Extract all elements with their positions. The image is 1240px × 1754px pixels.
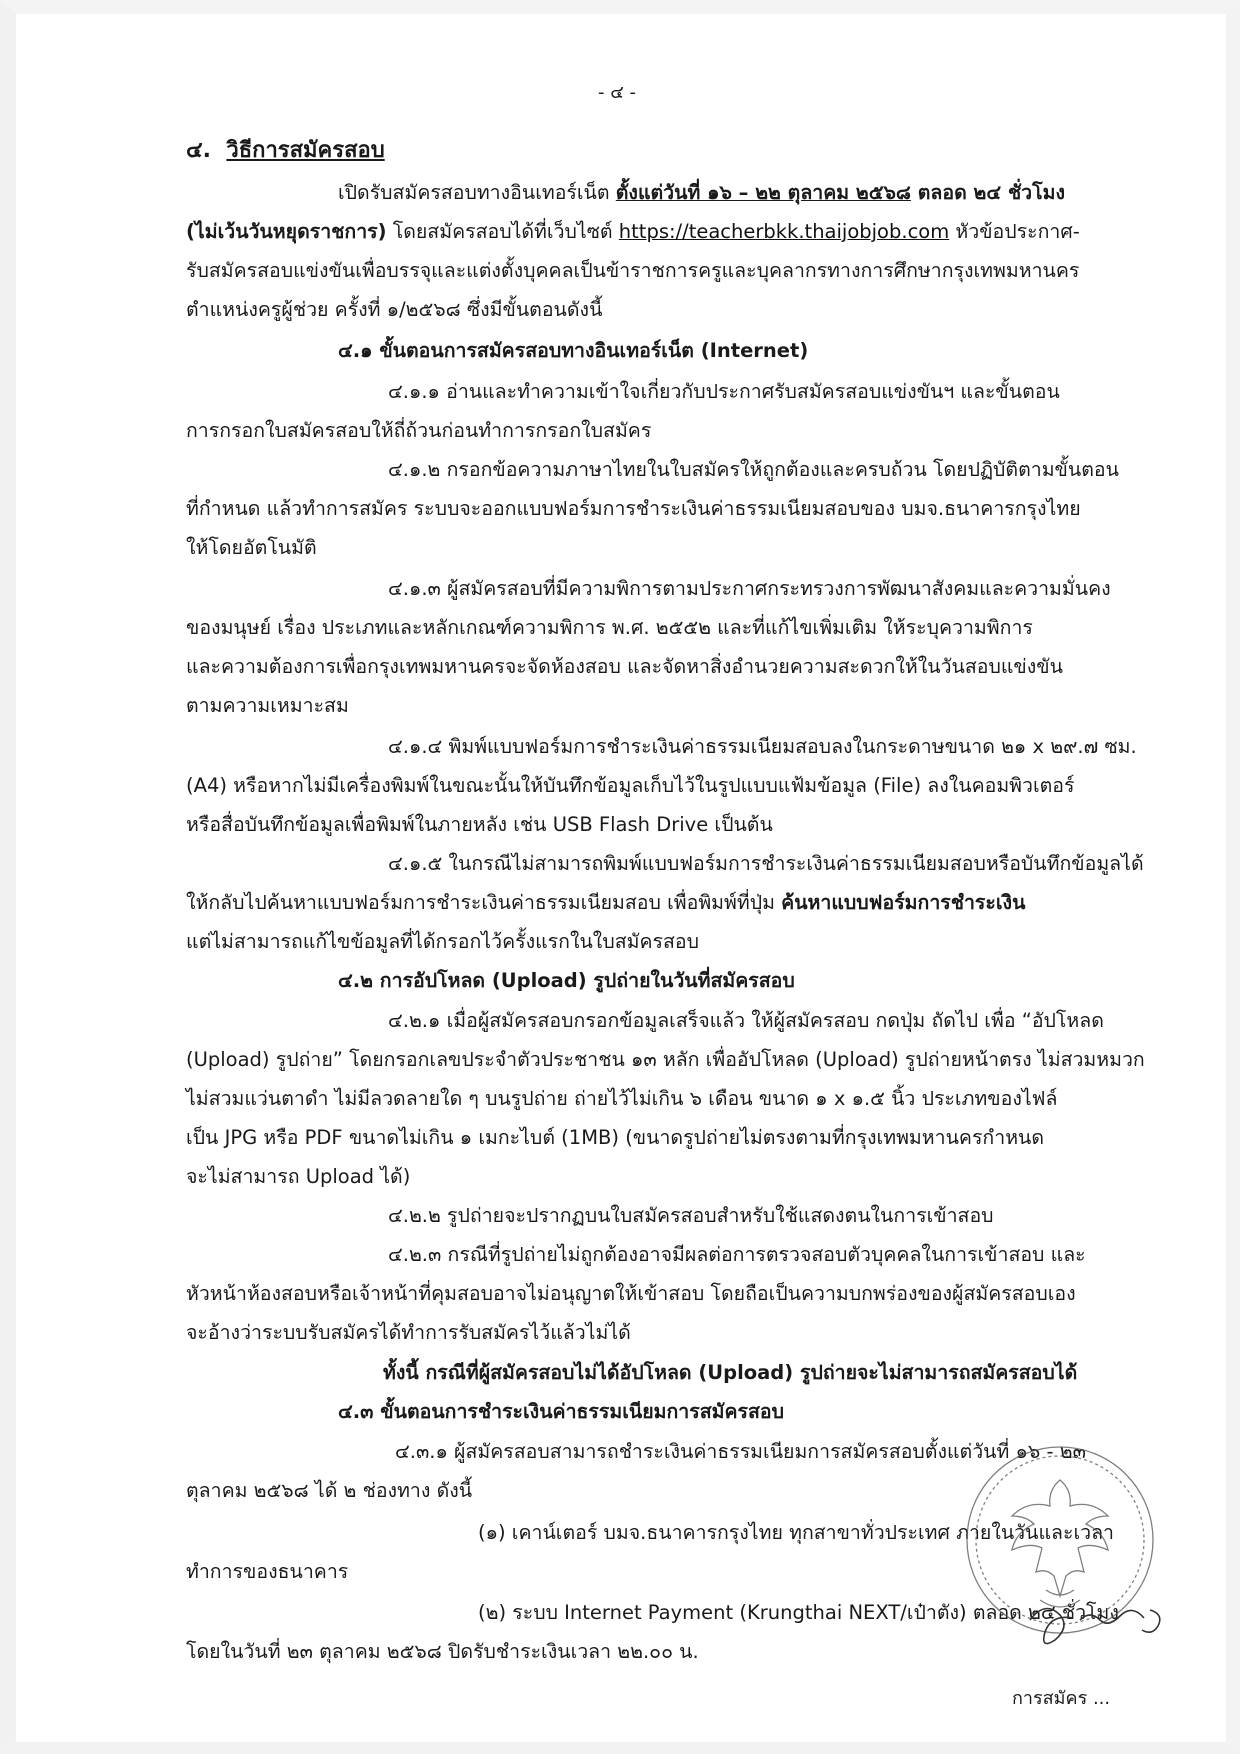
signature-icon — [1010, 1580, 1180, 1670]
search-form-button-label: ค้นหาแบบฟอร์มการชำระเงิน — [781, 891, 1026, 914]
item-4-1-5-text: ให้กลับไปค้นหาแบบฟอร์มการชำระเงินค่าธรรมเนียมสอบ เพื่อพิมพ์ที่ปุ่ม — [186, 891, 782, 914]
item-4-1-2-line: ๔.๑.๒ กรอกข้อความภาษาไทยในใบสมัครให้ถูกต้องและครบถ้วน โดยปฏิบัติตามขั้นตอน — [388, 458, 1119, 481]
item-4-2-3-line: หัวหน้าห้องสอบหรือเจ้าหน้าที่คุมสอบอาจไม่อนุญาตให้เข้าสอบ โดยถือเป็นความบกพร่องของผู้สมัครสอบเอง — [186, 1282, 1076, 1305]
item-4-1-4-line: (A4) หรือหากไม่มีเครื่องพิมพ์ในขณะนั้นให้บันทึกข้อมูลเก็บไว้ในรูปแบบแฟ้มข้อมูล (File) ลงในคอมพิวเตอร์ — [186, 774, 1075, 797]
item-4-1-3-line: ตามความเหมาะสม — [186, 694, 349, 717]
application-hours: ตลอด ๒๔ ชั่วโมง — [910, 181, 1065, 204]
section-heading — [186, 136, 385, 166]
item-4-1-3-line: และความต้องการเพื่อกรุงเทพมหานครจะจัดห้องสอบ และจัดหาสิ่งอำนวยความสะดวกให้ในวันสอบแข่งขัน — [186, 655, 1063, 678]
intro-line-2 — [186, 217, 1080, 247]
payment-channel-2-line: โดยในวันที่ ๒๓ ตุลาคม ๒๕๖๘ ปิดรับชำระเงินเวลา ๒๒.๐๐ น. — [186, 1640, 699, 1663]
item-4-1-3-line: ของมนุษย์ เรื่อง ประเภทและหลักเกณฑ์ความพิการ พ.ศ. ๒๕๕๒ และที่แก้ไขเพิ่มเติม ให้ระบุความพิการ — [186, 616, 1033, 639]
intro-line-4: ตำแหน่งครูผู้ช่วย ครั้งที่ ๑/๒๕๖๘ ซึ่งมีขั้นตอนดังนี้ — [186, 298, 603, 321]
subsection-heading-4-1: ๔.๑ ขั้นตอนการสมัครสอบทางอินเทอร์เน็ต (Internet) — [338, 339, 809, 362]
intro-text: โดยสมัครสอบได้ที่เว็บไซต์ — [386, 220, 619, 243]
payment-channel-1-line: (๑) เคาน์เตอร์ บมจ.ธนาคารกรุงไทย ทุกสาขาทั่วประเทศ ภายในวันและเวลา — [478, 1521, 1114, 1544]
subsection-heading-4-2: ๔.๒ การอัปโหลด (Upload) รูปถ่ายในวันที่สมัครสอบ — [338, 969, 795, 992]
payment-channel-1-line: ทำการของธนาคาร — [186, 1560, 349, 1583]
item-4-1-5-line — [186, 888, 1025, 918]
section-title: วิธีการสมัครสอบ — [226, 138, 385, 163]
item-4-1-5-line: แต่ไม่สามารถแก้ไขข้อมูลที่ได้กรอกไว้ครั้งแรกในใบสมัครสอบ — [186, 930, 699, 953]
payment-channel-2-line: (๒) ระบบ Internet Payment (Krungthai NEXT/เป๋าตัง) ตลอด ๒๔ ชั่วโมง — [478, 1601, 1119, 1624]
section-number: ๔. — [186, 138, 212, 163]
intro-text: เปิดรับสมัครสอบทางอินเทอร์เน็ต — [338, 181, 616, 204]
page-number: - ๔ - — [598, 82, 637, 103]
item-4-2-2-line: ๔.๒.๒ รูปถ่ายจะปรากฏบนใบสมัครสอบสำหรับใช้แสดงตนในการเข้าสอบ — [388, 1204, 994, 1227]
no-holiday-note: (ไม่เว้นวันหยุดราชการ) — [186, 220, 387, 243]
item-4-2-3-line: ๔.๒.๓ กรณีที่รูปถ่ายไม่ถูกต้องอาจมีผลต่อการตรวจสอบตัวบุคคลในการเข้าสอบ และ — [388, 1243, 1086, 1266]
item-4-2-1-line: จะไม่สามารถ Upload ได้) — [186, 1165, 411, 1188]
item-4-2-1-line: เป็น JPG หรือ PDF ขนาดไม่เกิน ๑ เมกะไบต์ (1MB) (ขนาดรูปถ่ายไม่ตรงตามที่กรุงเทพมหานครกำหนด — [186, 1126, 1045, 1149]
intro-line-1 — [338, 178, 1065, 208]
item-4-1-5-line: ๔.๑.๕ ในกรณีไม่สามารถพิมพ์แบบฟอร์มการชำระเงินค่าธรรมเนียมสอบหรือบันทึกข้อมูลได้ — [388, 852, 1144, 875]
item-4-1-1-line: การกรอกใบสมัครสอบให้ถี่ถ้วนก่อนทำการกรอกใบสมัคร — [186, 419, 652, 442]
intro-text: หัวข้อประกาศ- — [949, 220, 1080, 243]
item-4-2-1-line: (Upload) รูปถ่าย” โดยกรอกเลขประจำตัวประชาชน ๑๓ หลัก เพื่ออัปโหลด (Upload) รูปถ่ายหน้าตรง ไม่สวมหมวก — [186, 1048, 1145, 1071]
item-4-2-3-line: จะอ้างว่าระบบรับสมัครได้ทำการรับสมัครไว้แล้วไม่ได้ — [186, 1321, 631, 1344]
subsection-heading-4-3: ๔.๓ ขั้นตอนการชำระเงินค่าธรรมเนียมการสมัครสอบ — [338, 1400, 784, 1423]
item-4-2-1-line: ไม่สวมแว่นตาดำ ไม่มีลวดลายใด ๆ บนรูปถ่าย ถ่ายไว้ไม่เกิน ๖ เดือน ขนาด ๑ x ๑.๕ นิ้ว ประเภทของไฟล์ — [186, 1087, 1058, 1110]
item-4-1-2-line: ที่กำหนด แล้วทำการสมัคร ระบบจะออกแบบฟอร์มการชำระเงินค่าธรรมเนียมสอบของ บมจ.ธนาคารกรุงไทย — [186, 497, 1081, 520]
item-4-2-1-line: ๔.๒.๑ เมื่อผู้สมัครสอบกรอกข้อมูลเสร็จแล้ว ให้ผู้สมัครสอบ กดปุ่ม ถัดไป เพื่อ “อัปโหลด — [388, 1009, 1104, 1032]
item-4-1-3-line: ๔.๑.๓ ผู้สมัครสอบที่มีความพิการตามประกาศกระทรวงการพัฒนาสังคมและความมั่นคง — [388, 577, 1111, 600]
item-4-1-4-line: หรือสื่อบันทึกข้อมูลเพื่อพิมพ์ในภายหลัง เช่น USB Flash Drive เป็นต้น — [186, 813, 773, 836]
item-4-1-1-line: ๔.๑.๑ อ่านและทำความเข้าใจเกี่ยวกับประกาศรับสมัครสอบแข่งขันฯ และขั้นตอน — [388, 380, 1060, 403]
page-continuation-marker: การสมัคร ... — [1012, 1688, 1111, 1709]
item-4-1-2-line: ให้โดยอัตโนมัติ — [186, 536, 317, 559]
item-4-1-4-line: ๔.๑.๔ พิมพ์แบบฟอร์มการชำระเงินค่าธรรมเนียมสอบลงในกระดาษขนาด ๒๑ x ๒๙.๗ ซม. — [388, 735, 1137, 758]
upload-required-note: ทั้งนี้ กรณีที่ผู้สมัครสอบไม่ได้อัปโหลด (Upload) รูปถ่ายจะไม่สามารถสมัครสอบได้ — [383, 1361, 1078, 1384]
item-4-3-1-line: ๔.๓.๑ ผู้สมัครสอบสามารถชำระเงินค่าธรรมเนียมการสมัครสอบตั้งแต่วันที่ ๑๖ - ๒๓ — [395, 1440, 1086, 1463]
item-4-3-1-line: ตุลาคม ๒๕๖๘ ได้ ๒ ช่องทาง ดังนี้ — [186, 1479, 473, 1502]
website-link[interactable]: https://teacherbkk.thaijobjob.com — [618, 220, 950, 243]
application-period: ตั้งแต่วันที่ ๑๖ – ๒๒ ตุลาคม ๒๕๖๘ — [615, 181, 911, 204]
intro-line-3: รับสมัครสอบแข่งขันเพื่อบรรจุและแต่งตั้งบุคคลเป็นข้าราชการครูและบุคลากรทางการศึกษากรุงเทพมหานคร — [186, 259, 1080, 282]
